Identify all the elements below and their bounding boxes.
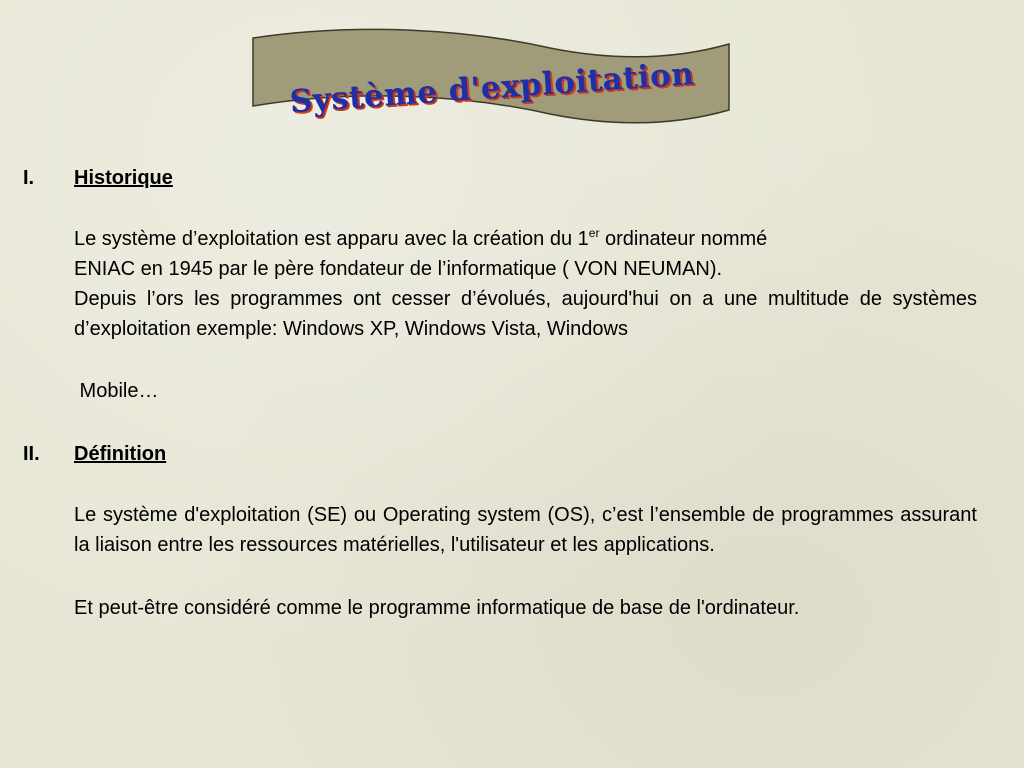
text-segment: ordinateur nommé [599,228,768,250]
section-title: Définition [74,443,167,465]
slide-title: Système d'exploitation [288,55,696,121]
section-title: Historique [74,167,173,189]
section-number: II. [23,443,40,465]
definition-paragraph-1: Le système d'exploitation (SE) ou Operating system (OS), c’est l’ensemble de programmes assurant la liaison entre les ressources matérielles, l'utilisateur et les applications. [74,504,977,556]
historique-line-1 [74,224,767,254]
superscript-er: er [588,226,600,240]
historique-paragraph-2-last-line: Mobile… [74,380,159,402]
title-banner [250,26,734,136]
text-segment: Le système d’exploitation est apparu avec la création du 1 [74,228,589,250]
section-number: I. [23,167,35,189]
historique-paragraph-2: Depuis l’ors les programmes ont cesser d’évolués, aujourd'hui on a une multitude de systèmes d’exploitation exemple: Windows XP, Windows Vista, Windows [74,288,977,340]
definition-paragraph-2: Et peut-être considéré comme le programme informatique de base de l'ordinateur. [74,597,800,619]
historique-line-2: ENIAC en 1945 par le père fondateur de l’informatique ( VON NEUMAN). [74,258,723,280]
